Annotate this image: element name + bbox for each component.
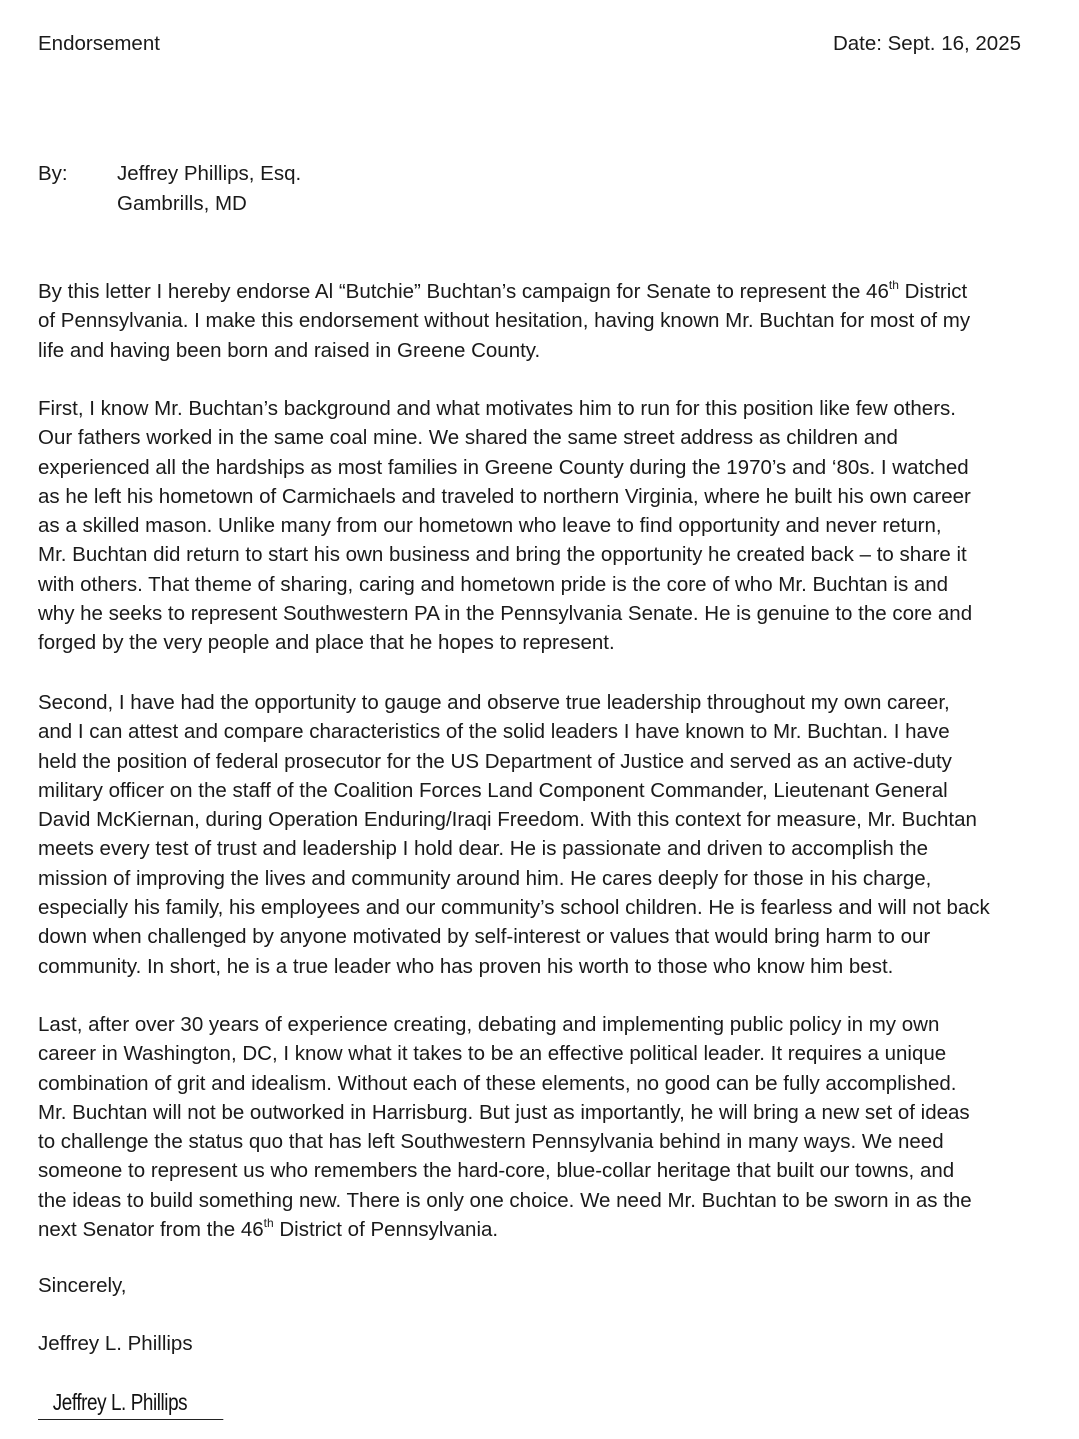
ordinal-suffix: th (888, 278, 899, 292)
paragraph-1-line: By this letter I hereby endorse Al “Butchie” Buchtan’s campaign for Senate to represent the 46th District (38, 278, 968, 303)
by-label: By: (38, 162, 68, 185)
paragraph-3-line: community. In short, he is a true leader who has proven his worth to those who know him best. (38, 954, 894, 978)
author-location: Gambrills, MD (117, 192, 247, 215)
letter-title: Endorsement (38, 32, 160, 55)
paragraph-1 (38, 277, 1068, 365)
paragraph-1-line: of Pennsylvania. I make this endorsement without hesitation, having known Mr. Buchtan for most of my (38, 309, 971, 333)
paragraph-4 (38, 1010, 1068, 1244)
paragraph-3-line: and I can attest and compare characteristics of the solid leaders I have known to Mr. Buchtan. I have (38, 720, 950, 744)
paragraph-3-line: meets every test of trust and leadership I hold dear. He is passionate and driven to accomplish the (38, 837, 928, 861)
paragraph-3-line: military officer on the staff of the Coalition Forces Land Component Commander, Lieutenant General (38, 778, 948, 802)
paragraph-3-line: David McKiernan, during Operation Enduring/Iraqi Freedom. With this context for measure, Mr. Buchtan (38, 808, 977, 832)
paragraph-2-line: Mr. Buchtan did return to start his own business and bring the opportunity he created back – to share it (38, 543, 967, 567)
closing-salutation: Sincerely, (38, 1274, 127, 1297)
paragraph-4-line: career in Washington, DC, I know what it takes to be an effective political leader. It requires a unique (38, 1042, 947, 1066)
paragraph-4-line: Last, after over 30 years of experience creating, debating and implementing public policy in my own (38, 1013, 940, 1036)
ordinal-suffix: th (263, 1216, 274, 1231)
paragraph-2-line: with others. That theme of sharing, caring and hometown pride is the core of who Mr. Buchtan is and (38, 572, 949, 596)
paragraph-4-line: next Senator from the 46th District of Pennsylvania. (38, 1216, 499, 1242)
signer-name: Jeffrey L. Phillips (38, 1332, 193, 1355)
paragraph-2-line: Our fathers worked in the same coal mine. We shared the same street address as children and (38, 426, 898, 450)
paragraph-2-line: forged by the very people and place that he hopes to represent. (38, 631, 615, 655)
paragraph-4-line: to challenge the status quo that has left Southwestern Pennsylvania behind in many ways. We need (38, 1130, 944, 1154)
paragraph-3-line: down when challenged by anyone motivated by self-interest or values that would bring harm to our (38, 925, 931, 949)
letter-date: Date: Sept. 16, 2025 (832, 32, 1021, 55)
paragraph-4-line: someone to represent us who remembers the hard-core, blue-collar heritage that built our towns, and (38, 1159, 955, 1183)
paragraph-2-line: experienced all the hardships as most families in Greene County during the 1970’s and ‘80s. I watched (38, 455, 969, 479)
signature: Jeffrey L. Phillips (38, 1386, 223, 1420)
paragraph-3-line: especially his family, his employees and our community’s school children. He is fearless and will not back (38, 896, 990, 920)
paragraph-4-line: combination of grit and idealism. Without each of these elements, no good can be fully accomplished. (38, 1071, 957, 1095)
paragraph-2 (38, 394, 1068, 658)
paragraph-2-line: as a skilled mason. Unlike many from our hometown who leave to find opportunity and never return, (38, 514, 942, 538)
paragraph-2-line: as he left his hometown of Carmichaels and traveled to northern Virginia, where he built his own career (38, 484, 971, 508)
paragraph-2-line: why he seeks to represent Southwestern PA in the Pennsylvania Senate. He is genuine to the core and (38, 602, 973, 626)
paragraph-3-line: Second, I have had the opportunity to gauge and observe true leadership throughout my own career, (38, 691, 950, 714)
paragraph-2-line: First, I know Mr. Buchtan’s background and what motivates him to run for this position like few others. (38, 397, 956, 420)
paragraph-3 (38, 688, 1068, 981)
paragraph-4-line: Mr. Buchtan will not be outworked in Harrisburg. But just as importantly, he will bring a new set of ideas (38, 1100, 970, 1124)
paragraph-1-line: life and having been born and raised in Greene County. (38, 338, 541, 362)
author-name: Jeffrey Phillips, Esq. (117, 162, 302, 185)
paragraph-4-line: the ideas to build something new. There is only one choice. We need Mr. Buchtan to be sworn in as the (38, 1188, 972, 1212)
paragraph-3-line: mission of improving the lives and community around him. He cares deeply for those in his charge, (38, 866, 932, 890)
paragraph-3-line: held the position of federal prosecutor for the US Department of Justice and served as an active-duty (38, 749, 952, 773)
